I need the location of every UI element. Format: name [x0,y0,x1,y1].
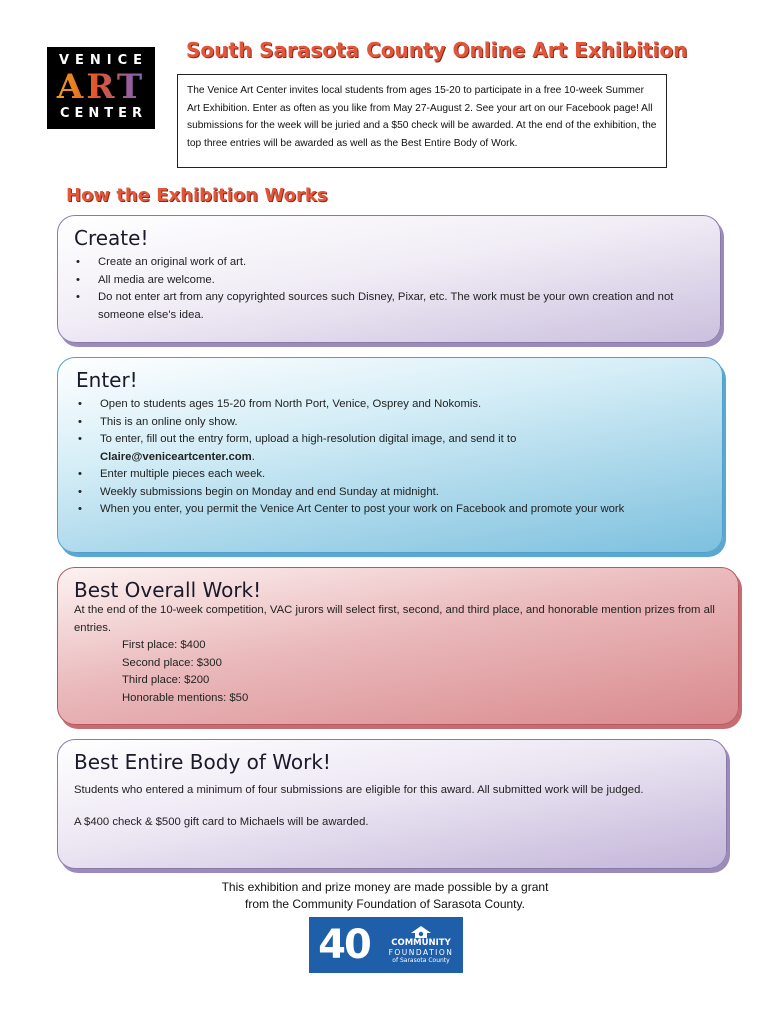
create-list [74,254,702,324]
create-card [57,215,721,343]
best-body-card [57,739,727,869]
venice-art-center-logo [47,47,155,129]
list-item: • Weekly submissions begin on Monday and end Sunday at midnight. [76,484,704,502]
house-icon [410,925,432,939]
footer-line-2: from the Community Foundation of Sarasota County. [245,897,525,911]
intro-box: The Venice Art Center invites local students from ages 15-20 to participate in a free 10-week Summer Art Exhibition. Enter as often as you like from May 27-August 2. See your art on our Facebook page! All submissions for the week will be juried and a $50 check will be awarded. At the end of the exhibition, the top three entries will be awarded as well as the Best Entire Body of Work. [177,74,667,168]
list-item: • This is an online only show. [76,414,704,432]
prize-item: First place: $400 [122,639,206,651]
prize-item: Second place: $300 [122,656,222,669]
cf-logo-line-2: FOUNDATION [388,948,454,957]
cf-logo-number-text: 40 [318,922,370,968]
list-item: • To enter, fill out the entry form, upload a high-resolution digital image, and send it to Claire@veniceartcenter.com. [76,431,704,466]
prize-item: Third place: $200 [122,674,210,686]
cf-logo-text [379,917,463,973]
best-body-heading: Best Entire Body of Work! [74,750,331,774]
community-foundation-logo [309,917,463,973]
cf-logo-number [309,917,379,973]
logo-art-text: ART [47,70,155,104]
contact-email-link[interactable]: Claire@veniceartcenter.com [100,450,252,463]
enter-list [76,396,704,519]
best-body-text: Students who entered a minimum of four submissions are eligible for this award. All submitted work will be judged. [74,784,644,796]
page-title: South Sarasota County Online Art Exhibition [186,38,688,62]
footer-line-1: This exhibition and prize money are made possible by a grant [221,880,549,894]
logo-center-text: CENTER [59,106,148,121]
list-item: • When you enter, you permit the Venice Art Center to post your work on Facebook and promote your work [76,501,704,519]
enter-card [57,357,723,553]
list-item: • Do not enter art from any copyrighted sources such Disney, Pixar, etc. The work must be your own creation and not someone else's idea. [74,289,702,324]
best-overall-card [57,567,739,725]
footer-note [0,879,770,913]
logo-venice-text: VENICE [58,53,149,68]
create-heading: Create! [74,226,149,250]
cf-logo-line-1: COMMUNITY [391,938,451,948]
list-item: • Open to students ages 15-20 from North Port, Venice, Osprey and Nokomis. [76,396,704,414]
entry-instructions: To enter, fill out the entry form, upload a high-resolution digital image, and send it to [100,433,517,445]
cf-logo-line-3: of Sarasota County [392,957,450,964]
best-body-award-text: A $400 check & $500 gift card to Michaels will be awarded. [74,816,369,828]
enter-heading: Enter! [76,368,138,392]
best-overall-heading: Best Overall Work! [74,578,262,602]
list-item: • Create an original work of art. [74,254,702,272]
list-item: • All media are welcome. [74,272,702,290]
list-item: • Enter multiple pieces each week. [76,466,704,484]
prize-item: Honorable mentions: $50 [122,691,249,704]
section-heading: How the Exhibition Works [66,185,328,206]
best-overall-text: At the end of the 10-week competition, VAC jurors will select first, second, and third place, and honorable mention prizes from all entries. [74,604,715,634]
